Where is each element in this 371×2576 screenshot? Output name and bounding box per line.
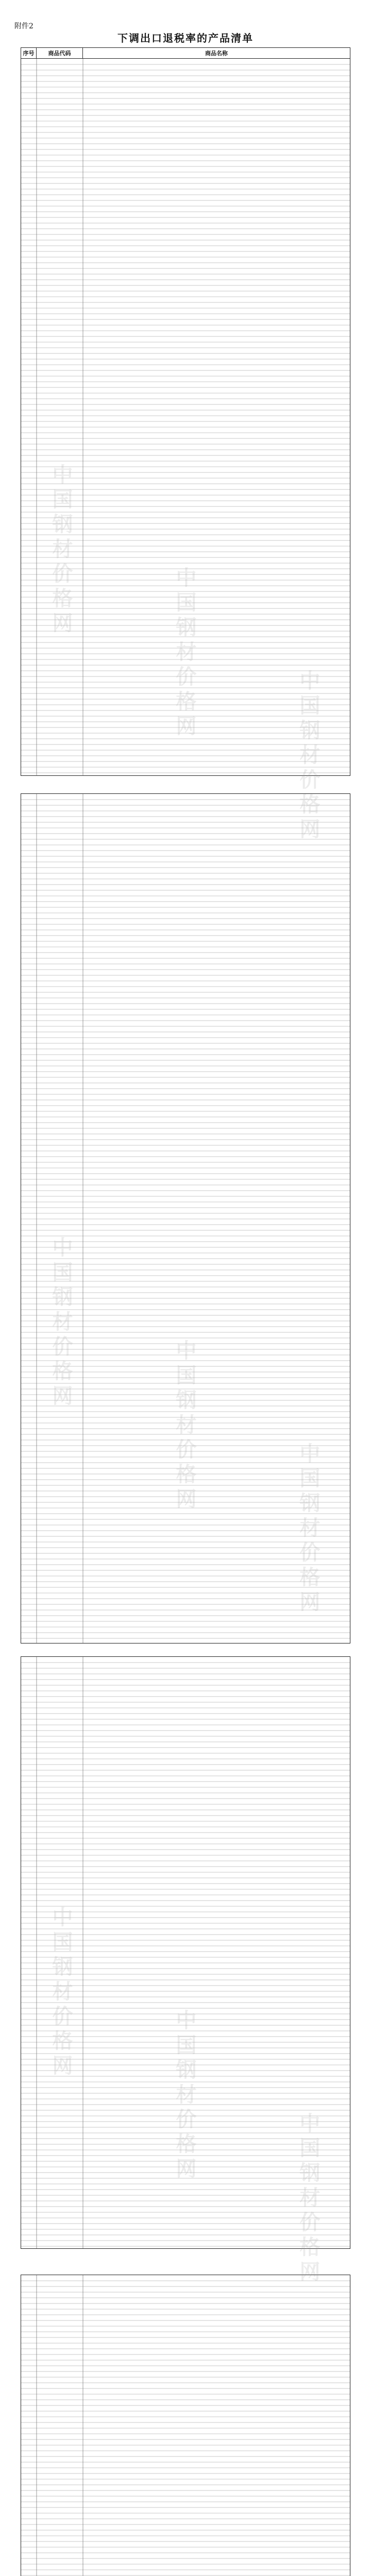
watermark-text: 中国钢材价格网: [173, 2009, 196, 2182]
table-page-1: [21, 47, 350, 776]
header-name: 商品名称: [205, 50, 228, 57]
table-rows-page-2: [21, 794, 350, 1643]
watermark-text: 中国钢材价格网: [296, 670, 320, 843]
watermark-text: 中国钢材价格网: [173, 567, 196, 740]
table-page-3: [21, 1656, 350, 2249]
watermark-text: 中国钢材价格网: [49, 1906, 73, 2079]
table-rows-page-1: [21, 59, 350, 776]
table-header: [21, 48, 350, 59]
watermark-text: 中国钢材价格网: [49, 464, 73, 637]
watermark-text: 中国钢材价格网: [173, 1340, 196, 1513]
document-title: 下调出口退税率的产品清单: [117, 32, 254, 44]
header-code: 商品代码: [37, 48, 83, 58]
watermark-text: 中国钢材价格网: [49, 1236, 73, 1410]
table-page-4: [21, 2275, 350, 2576]
table-rows-page-3: [21, 1657, 350, 2248]
watermark-text: 中国钢材价格网: [296, 1443, 320, 1616]
table-rows-page-4: [21, 2275, 350, 2576]
watermark-text: 中国钢材价格网: [296, 2112, 320, 2285]
header-seq: 序号: [21, 48, 37, 58]
attachment-label: 附件2: [14, 22, 33, 30]
table-page-2: [21, 793, 350, 1643]
